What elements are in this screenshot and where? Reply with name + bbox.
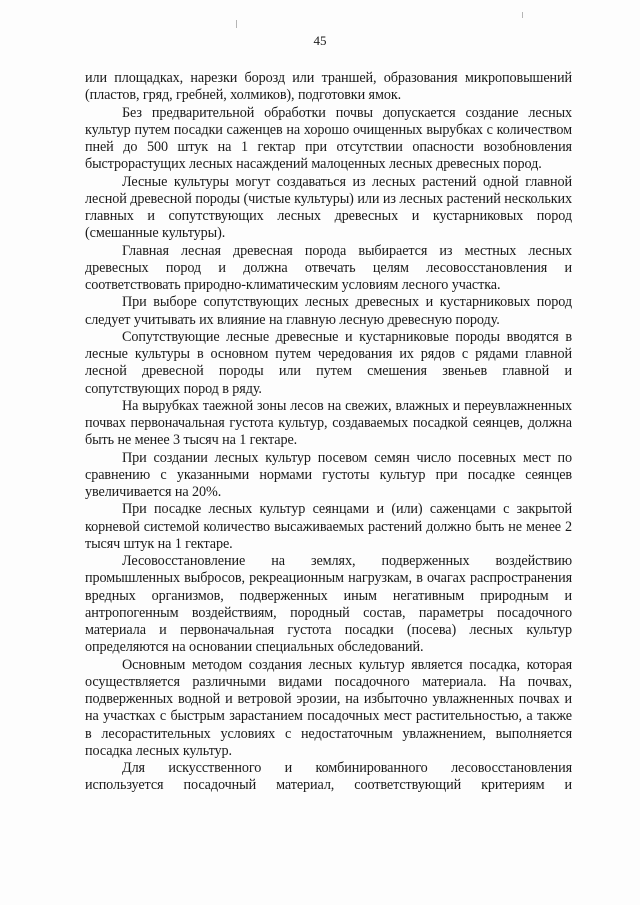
body-text [85, 70, 572, 795]
paragraph: Сопутствующие лесные древесные и кустарниковые породы вводятся в лесные культуры в основном путем чередования их рядов с рядами главной лесной древесной породы или путем смешения звеньев главной и сопутствующих пород в ряду. [85, 328, 572, 397]
scan-mark [522, 12, 523, 18]
paragraph: Без предварительной обработки почвы допускается создание лесных культур путем посадки саженцев на хорошо очищенных вырубках с количеством пней до 500 штук на 1 гектар при отсутствии опасности возобновления быстрорастущих лесных насаждений малоценных лесных древесных пород. [85, 104, 572, 173]
paragraph: При создании лесных культур посевом семян число посевных мест по сравнению с указанными нормами густоты культур при посадке сеянцев увеличивается на 20%. [85, 449, 572, 500]
page-number: 45 [313, 33, 327, 48]
paragraph: Лесовосстановление на землях, подверженных воздействию промышленных выбросов, рекреационным нагрузкам, в очагах распространения вредных организмов, подверженных иным негативным природным и антропогенным воздействиям, породный состав, параметры посадочного материала и первоначальная густота посадки (посева) лесных культур определяются на основании специальных обследований. [85, 553, 572, 656]
paragraph: Главная лесная древесная порода выбирается из местных лесных древесных пород и должна отвечать целям лесовосстановления и соответствовать природно-климатическим условиям лесного участка. [85, 242, 572, 293]
paragraph: Лесные культуры могут создаваться из лесных растений одной главной лесной древесной породы (чистые культуры) или из лесных растений нескольких главных и сопутствующих лесных древесных и кустарниковых пород (смешанные культуры). [85, 173, 572, 242]
paragraph: На вырубках таежной зоны лесов на свежих, влажных и переувлажненных почвах первоначальная густота культур, создаваемых посадкой сеянцев, должна быть не менее 3 тысяч на 1 гектаре. [85, 397, 572, 449]
paragraph: или площадках, нарезки борозд или траншей, образования микроповышений (пластов, гряд, гребней, холмиков), подготовки ямок. [85, 70, 572, 104]
scan-mark [236, 20, 237, 28]
paragraph: При выборе сопутствующих лесных древесных и кустарниковых пород следует учитывать их влияние на главную лесную древесную породу. [85, 294, 572, 328]
paragraph: При посадке лесных культур сеянцами и (или) саженцами с закрытой корневой системой количество высаживаемых растений должно быть не менее 2 тысяч штук на 1 гектаре. [85, 501, 572, 552]
paragraph: Основным методом создания лесных культур является посадка, которая осуществляется различными видами посадочного материала. На почвах, подверженных водной и ветровой эрозии, на избыточно увлажненных почвах и на участках с быстрым зарастанием посадочных мест растительностью, а также в лесорастительных условиях с недостаточным увлажнением, выполняется посадка лесных культур. [85, 656, 572, 759]
paragraph: Для искусственного и комбинированного лесовосстановления используется посадочный материал, соответствующий критериям и [85, 760, 572, 794]
